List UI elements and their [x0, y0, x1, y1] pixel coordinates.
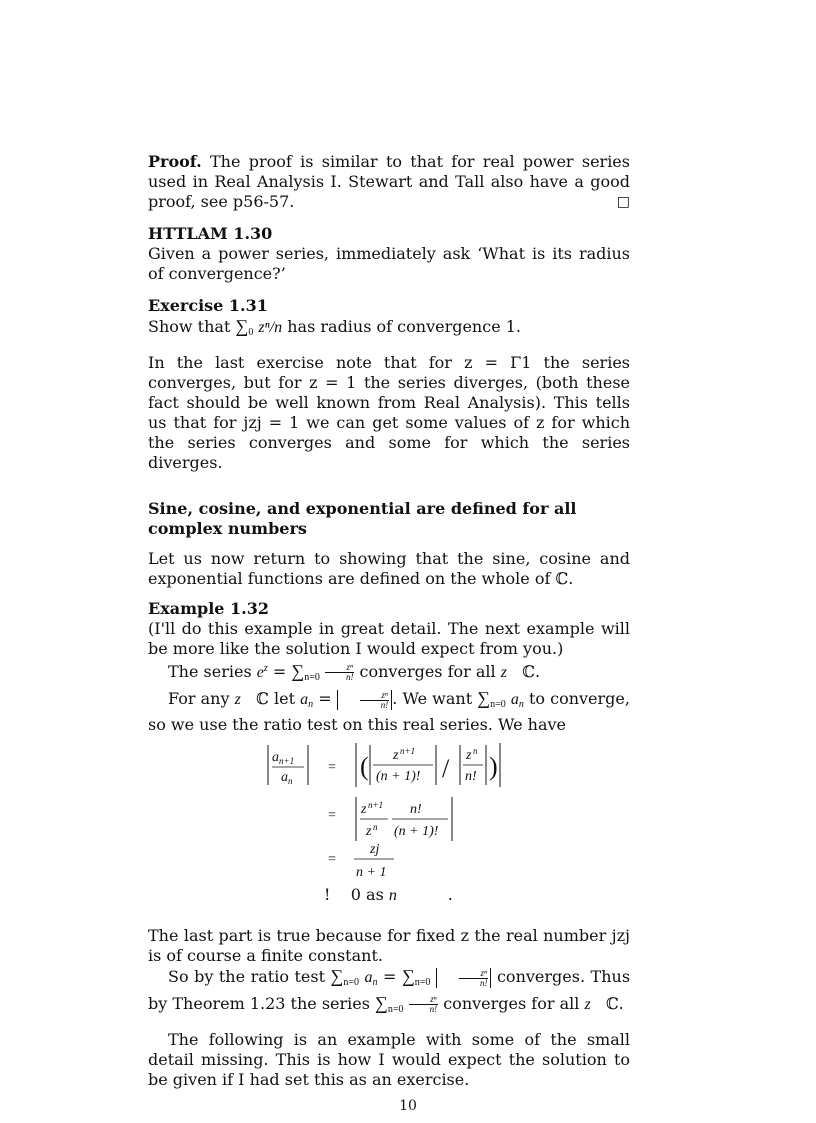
after2-post: converges for all: [443, 994, 580, 1013]
proof-text: The proof is similar to that for real power series used in Real Analysis I. Stewart and Tall also have a good proof, see p56-57.: [148, 152, 630, 211]
example-heading: Example 1.32: [148, 599, 270, 618]
page-number: 10: [399, 1098, 417, 1114]
limit-line: [148, 885, 630, 906]
line1-lhs: e: [256, 664, 264, 681]
sum-symbol: ∑: [235, 316, 249, 336]
line2-mid: . We want: [392, 689, 473, 708]
httlam-heading: HTTLAM 1.30: [148, 224, 273, 243]
after2-sum2-icon: ∑: [401, 966, 415, 986]
exercise-heading: Exercise 1.31: [148, 296, 268, 315]
after2-pre: So by the ratio test: [168, 967, 325, 986]
paren-close: ): [489, 752, 498, 781]
limit-text: 0 as: [350, 885, 384, 904]
r1-num1: z: [393, 748, 399, 763]
line2-a-sub: n: [308, 699, 314, 710]
sum-subscript: 0: [248, 327, 254, 338]
r2-den1-sup: n: [373, 822, 378, 832]
after-paragraph-2: So by the ratio test $\sum_{n=0}$ $a_n = \sum_{n=0}$ $\frac{\text{zⁿ}}{n!}$ converges. Thus by Theorem 1.23 the series $\sum_{n=0}$ $\frac{\text{zⁿ}}{n!}$ converges for all z ℂ.: [148, 966, 631, 1015]
example-line-1: [148, 659, 630, 688]
line1-sum-icon: ∑: [291, 661, 305, 681]
proof-paragraph: [148, 152, 630, 212]
after2-mid: converges. Thus by Theorem 1.23 the series: [148, 967, 631, 1013]
line1-fraction: $\frac{\text{zⁿ}}{n!}$: [325, 663, 355, 682]
line1-set: ℂ.: [522, 662, 541, 681]
after2-var: z: [584, 996, 591, 1013]
limit-end: .: [447, 885, 453, 904]
r1-num1-sup: n+1: [400, 746, 416, 756]
r2-den1: z: [366, 824, 372, 839]
section-heading: Sine, cosine, and exponential are defined for all complex numbers: [148, 499, 577, 538]
line2-pre: For any: [168, 689, 230, 708]
paren-open: (: [360, 752, 369, 781]
r2-num1-sup: n+1: [368, 800, 384, 810]
eq-3: =: [328, 852, 336, 867]
line2-abs-fraction: $\frac{\text{zⁿ}}{n!}$: [337, 690, 393, 710]
exercise-expression: zⁿ/n: [258, 319, 283, 336]
lhs-den-sub: n: [288, 776, 293, 786]
r1-num2-sup: n: [473, 746, 478, 756]
line1-post: converges for all: [359, 662, 496, 681]
r2-num2: n!: [410, 802, 422, 817]
httlam-text: Given a power series, immediately ask ‘What is its radius of convergence?’: [148, 244, 630, 283]
example-aside: (I'll do this example in great detail. The next example will be more like the solution I would expect from you.): [148, 619, 630, 658]
after-paragraph-3: The following is an example with some of the small detail missing. This is how I would expect the solution to be given if I had set this as an exercise.: [148, 1030, 630, 1089]
lhs-num-sub: n+1: [279, 756, 295, 766]
r3-den: n + 1: [356, 865, 387, 880]
ratio-display-equation: [148, 741, 630, 881]
lhs-den: a: [281, 770, 288, 785]
after2-abs-fraction: $\frac{\text{zⁿ}}{n!}$: [436, 968, 492, 988]
line2-sum-sub: n=0: [490, 699, 506, 710]
after2-set: ℂ.: [605, 994, 624, 1013]
arrow-glyph: !: [324, 885, 331, 904]
r1-num2: z: [466, 748, 472, 763]
qed-box-icon: □: [616, 194, 630, 210]
r2-den2: (n + 1)!: [394, 824, 439, 839]
line2-set: ℂ let: [256, 689, 296, 708]
page-body: [148, 152, 630, 1090]
section-intro: Let us now return to showing that the sine, cosine and exponential functions are defined on the whole of ℂ.: [148, 549, 630, 588]
exercise-text: [148, 316, 630, 343]
display-equation-svg: [148, 741, 630, 881]
r3-num: zj: [370, 842, 380, 857]
line2-a: a: [300, 691, 309, 708]
line1-var: z: [500, 664, 507, 681]
slash: /: [442, 754, 450, 783]
eq-2: =: [328, 808, 336, 823]
r2-num1: z: [361, 802, 367, 817]
after2-sum3-icon: ∑: [375, 993, 388, 1013]
example-line-2: For any z ℂ let $a_n$ = $\frac{\text{zⁿ}}{n!}$ . We want $\sum_{n=0}$ $a_n$ to converge, so we use the ratio test on this real series. We have: [148, 688, 630, 734]
line2-var: z: [234, 691, 241, 708]
after2-sum1-icon: ∑: [330, 966, 344, 986]
line1-lhs-sup: z: [263, 663, 268, 674]
after2-fraction: $\frac{\text{zⁿ}}{n!}$: [409, 995, 439, 1014]
line2-eq: =: [318, 689, 332, 708]
exercise-text-pre: Show that: [148, 317, 231, 336]
note-paragraph: In the last exercise note that for z = Γ1 the series converges, but for z = 1 the series diverges, (both these fact should be well known from Real Analysis). This tells us that for jzj = 1 we can get some values of z for which the series converges and some for which the series diverges.: [148, 353, 630, 472]
line2-post: to converge, so we use the ratio test on this real series. We have: [148, 689, 630, 734]
line2-sum-icon: ∑: [477, 688, 491, 708]
r1-den1: (n + 1)!: [376, 769, 421, 784]
limit-var: n: [388, 887, 397, 904]
line1-eq: =: [272, 662, 287, 681]
after-paragraph-1: The last part is true because for fixed z the real number jzj is of course a finite constant.: [148, 926, 630, 965]
line1-pre: The series: [168, 662, 252, 681]
exercise-text-post: has radius of convergence 1.: [287, 317, 522, 336]
r1-den2: n!: [465, 769, 477, 784]
line1-sum-sub: n=0: [304, 672, 320, 683]
eq-1: =: [328, 760, 336, 775]
proof-label: Proof.: [148, 152, 202, 171]
lhs-num: a: [272, 750, 279, 765]
